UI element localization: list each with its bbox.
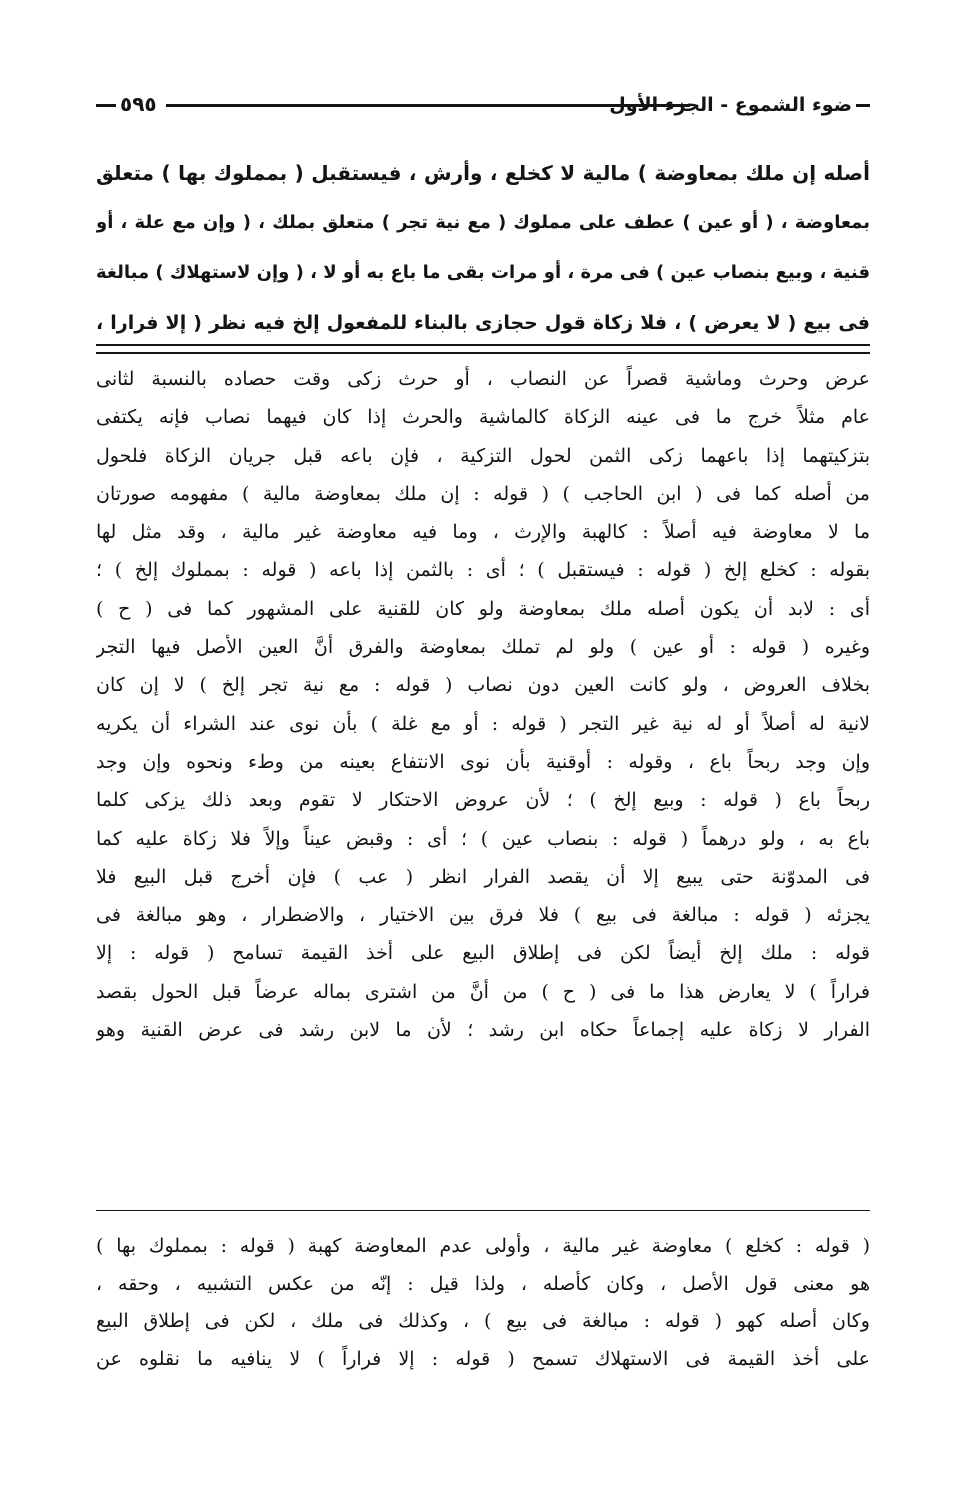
header-title: ضوء الشموع - الجزء الأول [609, 94, 852, 116]
commentary-line: عام مثلاً خرج ما فى عينه الزكاة كالماشية والحرث إذا كان فيهما نصاب فإنه يكتفى [96, 406, 870, 429]
commentary-line: يجزئه ( قوله : مبالغة فى بيع ) فلا فرق بين الاختيار ، والاضطرار ، وهو مبالغة فى [96, 904, 870, 927]
commentary-line: ربحاً باع ( قوله : وبيع إلخ ) ؛ لأن عروض الاحتكار لا تقوم وبعد ذلك يزكى كلما [96, 789, 870, 812]
footnote-line: وكان أصله كهو ( قوله : مبالغة فى بيع ) ، وكذلك فى ملك ، لكن فى إطلاق البيع [96, 1310, 870, 1333]
commentary-line: بتزكيتهما إذا باعهما زكى الثمن لحول التزكية ، فإن باعه قبل جريان الزكاة فلحول [96, 444, 870, 467]
main-text-line: قنية ، وبيع بنصاب عين ) فى مرة ، أو مرات بقى ما باع به أو لا ، ( وإن لاستهلاك ) مبالغة [96, 262, 870, 283]
section-divider [96, 1210, 870, 1211]
commentary-line: وإن وجد ربحاً باع ، وقوله : أوقنية بأن نوى الانتفاع بعينه من وطء ونحوه وإن وجد [96, 750, 870, 773]
footnote-line: هو معنى قول الأصل ، وكان كأصله ، ولذا قيل : إنّه من عكس التشبيه ، وحقه ، [96, 1272, 870, 1295]
main-text-line: فى بيع ( لا يعرض ) ، فلا زكاة قول حجازى بالبناء للمفعول إلخ فيه نظر ( إلا فرارا ، [96, 312, 870, 334]
commentary-line: أى : لابد أن يكون أصله ملك بمعاوضة ولو كان للقنية على المشهور كما فى ( ح ) [96, 597, 870, 620]
commentary-line: قوله : ملك إلخ أيضاً لكن فى إطلاق البيع على أخذ القيمة تسامح ( قوله : إلا [96, 942, 870, 965]
commentary-line: الفرار لا زكاة عليه إجماعاً حكاه ابن رشد ؛ لأن ما لابن رشد فى عرض القنية وهو [96, 1019, 870, 1042]
commentary-line: من أصله كما فى ( ابن الحاجب ) ( قوله : إن ملك بمعاوضة مالية ) مفهومه صورتان [96, 482, 870, 505]
commentary-text [96, 360, 870, 1049]
header-rule [166, 104, 690, 107]
page-number: ٥٩٥ [120, 92, 157, 116]
main-text-line: بمعاوضة ، ( أو عين ) عطف على مملوك ( مع نية تجر ) متعلق بملك ، ( وإن مع علة ، أو [96, 212, 870, 233]
commentary-line: باع به ، ولو درهماً ( قوله : بنصاب عين ) ؛ أى : وقبض عيناً وإلاً فلا زكاة عليه كما [96, 827, 870, 850]
header-dash-left [96, 104, 116, 107]
commentary-line: لانية له أصلاً أو له نية غير التجر ( قوله : أو مع غلة ) بأن نوى عند الشراء أن يكريه [96, 712, 870, 735]
footnote-line: على أخذ القيمة فى الاستهلاك تسمح ( قوله : إلا فراراً ) لا ينافيه ما نقلوه عن [96, 1347, 870, 1370]
footnote-line: ( قوله : كخلع ) معاوضة غير مالية ، وأولى عدم المعاوضة كهبة ( قوله : بمملوك بها ) [96, 1235, 870, 1257]
main-text [96, 148, 870, 348]
commentary-line: وغيره ( قوله : أو عين ) ولو لم تملك بمعاوضة والفرق أنَّ العين الأصل فيها التجر [96, 636, 870, 659]
commentary-line: عرض وحرث وماشية قصراً عن النصاب ، أو حرث زكى وقت حصاده بالنسبة لثانى [96, 368, 870, 390]
commentary-line: ما لا معاوضة فيه أصلاً : كالهبة والإرث ، وما فيه معاوضة غير مالية ، وقد مثل لها [96, 521, 870, 544]
footnotes-text [96, 1228, 870, 1378]
commentary-line: فى المدوّنة حتى يبيع إلا أن يقصد الفرار انظر ( عب ) فإن أخرج قبل البيع فلا [96, 865, 870, 888]
commentary-line: فراراً ) لا يعارض هذا ما فى ( ح ) من أنَّ من اشترى بماله عرضاً قبل الحول بقصد [96, 980, 870, 1003]
header-dash-right [856, 104, 870, 107]
page-header [96, 86, 870, 126]
section-divider-double [96, 344, 870, 354]
main-text-line: أصله إن ملك بمعاوضة ) مالية لا كخلع ، وأرش ، فيستقبل ( بمملوك بها ) متعلق [96, 161, 870, 185]
commentary-line: بخلاف العروض ، ولو كانت العين دون نصاب ( قوله : مع نية تجر إلخ ) لا إن كان [96, 674, 870, 697]
commentary-line: بقوله : كخلع إلخ ( قوله : فيستقبل ) ؛ أى : بالثمن إذا باعه ( قوله : بمملوك إلخ ) ؛ [96, 559, 870, 582]
